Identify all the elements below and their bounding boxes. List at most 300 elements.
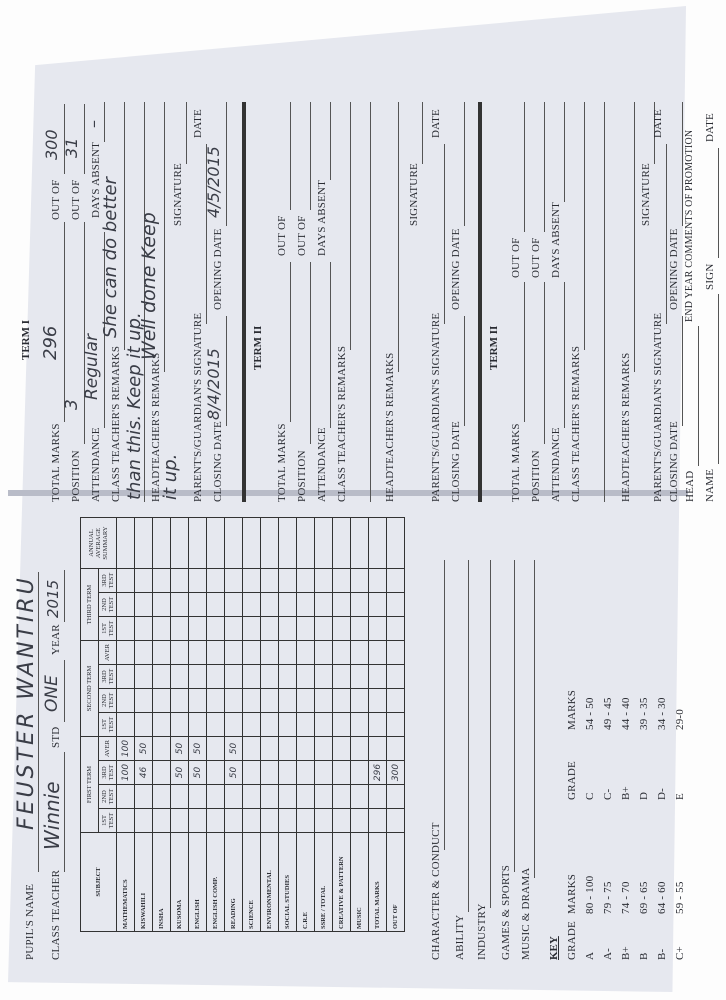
mark-cell xyxy=(225,689,243,713)
mark-cell xyxy=(243,569,261,593)
marks-table xyxy=(80,517,405,932)
term3-parent-sig-label: PARENT'S/GUARDIAN'S SIGNATURE xyxy=(652,312,664,502)
mark-cell xyxy=(261,785,279,809)
mark-cell xyxy=(387,593,405,617)
mark-cell xyxy=(369,617,387,641)
mark-cell xyxy=(171,785,189,809)
term1-teacher-remarks-value-1: She can do better xyxy=(100,177,121,338)
annual-cell xyxy=(243,518,261,569)
key-marks: 80 - 100 xyxy=(584,875,596,914)
mark-cell xyxy=(297,617,315,641)
mark-cell xyxy=(387,665,405,689)
mark-cell xyxy=(333,665,351,689)
term3-head-label: HEAD xyxy=(684,470,696,502)
mark-cell xyxy=(297,809,315,833)
mark-cell xyxy=(171,617,189,641)
term2-date-label: DATE xyxy=(430,109,442,138)
term1-days-absent-line xyxy=(104,102,105,142)
year-value: 2015 xyxy=(44,579,62,618)
mark-cell xyxy=(171,713,189,737)
term3-position-line xyxy=(544,282,545,444)
mark-cell xyxy=(297,641,315,665)
subject-name: INSHA xyxy=(153,833,171,932)
mark-cell xyxy=(153,617,171,641)
mark-cell xyxy=(243,785,261,809)
subject-name: SSRE / TOTAL xyxy=(315,833,333,932)
term1-divider xyxy=(242,102,246,502)
mark-cell xyxy=(243,809,261,833)
term2-days-absent-label: DAYS ABSENT xyxy=(316,179,328,256)
key-marks: 59 - 55 xyxy=(674,881,686,914)
term2-teacher-remarks-line-2 xyxy=(370,102,371,502)
first-term-3rd-test-mark: 50 xyxy=(171,761,189,785)
mark-cell xyxy=(297,785,315,809)
mark-cell xyxy=(279,809,297,833)
mark-cell xyxy=(171,569,189,593)
mark-cell xyxy=(117,593,135,617)
first-term-average-mark: 100 xyxy=(117,737,135,761)
term3-attendance-label: ATTENDANCE xyxy=(550,427,562,502)
term2-attendance-line xyxy=(330,262,331,428)
subject-name: READING xyxy=(225,833,243,932)
std-line xyxy=(64,660,65,722)
third-2nd-test-header: 2ND TEST xyxy=(99,593,117,617)
term3-head-remarks-label: HEADTEACHER'S REMARKS xyxy=(620,352,632,502)
first-3rd-test-header: 3RD TEST xyxy=(99,761,117,785)
class-teacher-line xyxy=(64,752,65,872)
term1-opening-line xyxy=(226,102,227,226)
term1-total-marks-line xyxy=(64,222,65,422)
first-term-average-mark: 50 xyxy=(171,737,189,761)
mark-cell xyxy=(315,785,333,809)
mark-cell xyxy=(117,809,135,833)
subject-name: ENGLISH xyxy=(189,833,207,932)
term1-parent-sig-label: PARENT'S/GUARDIAN'S SIGNATURE xyxy=(192,312,204,502)
annual-cell xyxy=(117,518,135,569)
key-marks: 79 - 75 xyxy=(602,881,614,914)
mark-cell xyxy=(387,689,405,713)
subject-name: SCIENCE xyxy=(243,833,261,932)
term2-total-marks-line xyxy=(290,262,291,422)
term2-closing-label: CLOSING DATE xyxy=(450,421,462,502)
term1-title: TERM I xyxy=(20,319,32,360)
mark-cell xyxy=(279,785,297,809)
mark-cell xyxy=(369,665,387,689)
games-line xyxy=(514,560,515,872)
first-term-header: FIRST TERM xyxy=(81,737,99,833)
term3-out-of-line xyxy=(524,102,525,232)
mark-cell xyxy=(153,641,171,665)
term2-position-label: POSITION xyxy=(296,450,308,502)
first-aver-header: AVER xyxy=(99,737,117,761)
mark-cell xyxy=(279,689,297,713)
mark-cell xyxy=(135,617,153,641)
key-marks: 64 - 60 xyxy=(656,881,668,914)
annual-cell xyxy=(351,518,369,569)
mark-cell xyxy=(135,665,153,689)
term3-total-marks-line xyxy=(524,282,525,422)
year-label: YEAR xyxy=(50,624,62,655)
mark-cell xyxy=(117,665,135,689)
class-teacher-value: Winnie xyxy=(40,781,64,850)
mark-cell xyxy=(351,641,369,665)
mark-cell xyxy=(171,593,189,617)
mark-cell xyxy=(207,665,225,689)
annual-cell xyxy=(387,518,405,569)
mark-cell xyxy=(279,569,297,593)
mark-cell xyxy=(279,713,297,737)
term1-head-remarks-value-1: Well done Keep xyxy=(138,212,160,360)
term1-out-of2-line xyxy=(84,104,85,174)
annual-cell xyxy=(171,518,189,569)
term1-out-of2-value: 31 xyxy=(62,137,81,158)
mark-cell xyxy=(369,641,387,665)
term3-teacher-remarks-line xyxy=(584,102,585,350)
term3-teacher-remarks-line-2 xyxy=(604,102,605,502)
term1-closing-label: CLOSING DATE xyxy=(212,421,224,502)
key-marks: 74 - 70 xyxy=(620,881,632,914)
annual-cell xyxy=(261,518,279,569)
mark-cell xyxy=(117,641,135,665)
mark-cell xyxy=(297,689,315,713)
table-header-row xyxy=(81,518,99,932)
first-term-3rd-test-mark: 50 xyxy=(189,761,207,785)
mark-cell xyxy=(243,713,261,737)
mark-cell xyxy=(207,593,225,617)
term1-days-absent-value: – xyxy=(84,120,103,128)
annual-cell xyxy=(135,518,153,569)
term1-position-line xyxy=(84,222,85,444)
mark-cell xyxy=(387,641,405,665)
key-grade: A xyxy=(584,951,596,960)
mark-cell xyxy=(189,689,207,713)
first-term-3rd-test-mark xyxy=(351,761,369,785)
term1-position-value: 3 xyxy=(62,399,82,410)
key-marks: 29-0 xyxy=(674,709,686,730)
term2-out-of-label: OUT OF xyxy=(276,215,288,256)
term2-position-line xyxy=(310,262,311,444)
table-row xyxy=(117,518,135,932)
mark-cell xyxy=(117,713,135,737)
mark-cell xyxy=(387,713,405,737)
std-value: ONE xyxy=(42,675,62,712)
first-term-average-mark xyxy=(369,737,387,761)
term3-date-label: DATE xyxy=(652,109,664,138)
first-term-3rd-test-mark xyxy=(207,761,225,785)
mark-cell xyxy=(207,641,225,665)
mark-cell xyxy=(189,809,207,833)
mark-cell xyxy=(351,785,369,809)
key-grade: E xyxy=(674,793,686,800)
mark-cell xyxy=(243,665,261,689)
table-row xyxy=(261,518,279,932)
annual-cell xyxy=(189,518,207,569)
term3-position-label: POSITION xyxy=(530,450,542,502)
mark-cell xyxy=(117,785,135,809)
term2-out-of2-line xyxy=(310,102,311,210)
term1-out-of2-label: OUT OF xyxy=(70,179,82,220)
annual-cell xyxy=(333,518,351,569)
ability-label: ABILITY xyxy=(454,914,466,960)
mark-cell xyxy=(351,617,369,641)
mark-cell xyxy=(171,665,189,689)
first-term-average-mark xyxy=(279,737,297,761)
term1-date-label: DATE xyxy=(192,109,204,138)
mark-cell xyxy=(369,689,387,713)
mark-cell xyxy=(225,569,243,593)
term2-title: TERM II xyxy=(252,325,264,370)
first-term-3rd-test-mark xyxy=(261,761,279,785)
key-marks: 44 - 40 xyxy=(620,697,632,730)
first-term-3rd-test-mark xyxy=(279,761,297,785)
key-grade: B+ xyxy=(620,946,632,960)
first-term-average-mark xyxy=(297,737,315,761)
third-3rd-test-header: 3RD TEST xyxy=(99,569,117,593)
term3-attendance-line xyxy=(564,282,565,428)
mark-cell xyxy=(333,617,351,641)
mark-cell xyxy=(225,593,243,617)
first-term-3rd-test-mark: 50 xyxy=(225,761,243,785)
annual-cell xyxy=(207,518,225,569)
mark-cell xyxy=(135,809,153,833)
mark-cell xyxy=(243,617,261,641)
table-row xyxy=(315,518,333,932)
term2-head-remarks-label: HEADTEACHER'S REMARKS xyxy=(384,352,396,502)
mark-cell xyxy=(189,713,207,737)
annual-cell xyxy=(279,518,297,569)
term3-days-absent-label: DAYS ABSENT xyxy=(550,201,562,278)
mark-cell xyxy=(387,785,405,809)
term2-opening-label: OPENING DATE xyxy=(450,228,462,310)
term1-signature-line xyxy=(186,102,187,164)
first-term-average-mark xyxy=(243,737,261,761)
mark-cell xyxy=(207,713,225,737)
term2-signature-line xyxy=(422,102,423,164)
mark-cell xyxy=(297,593,315,617)
term2-attendance-label: ATTENDANCE xyxy=(316,427,328,502)
term1-out-of-value: 300 xyxy=(42,129,61,160)
mark-cell xyxy=(315,641,333,665)
annual-cell xyxy=(297,518,315,569)
table-row xyxy=(225,518,243,932)
mark-cell xyxy=(225,785,243,809)
second-term-header: SECOND TERM xyxy=(81,641,99,737)
mark-cell xyxy=(225,713,243,737)
term3-out-of-label: OUT OF xyxy=(510,237,522,278)
table-row xyxy=(333,518,351,932)
mark-cell xyxy=(261,665,279,689)
key-grade: B+ xyxy=(620,786,632,800)
mark-cell xyxy=(261,593,279,617)
key-title: KEY xyxy=(548,936,560,960)
annual-average-header: ANNUAL AVERAGE SUMMARY xyxy=(81,518,117,569)
mark-cell xyxy=(369,785,387,809)
term1-total-marks-label: TOTAL MARKS xyxy=(50,423,62,502)
mark-cell xyxy=(153,785,171,809)
games-label: GAMES & SPORTS xyxy=(500,864,512,960)
first-term-average-mark: 50 xyxy=(135,737,153,761)
annual-cell xyxy=(153,518,171,569)
table-row xyxy=(279,518,297,932)
mark-cell xyxy=(333,785,351,809)
table-row xyxy=(153,518,171,932)
term2-head-remarks-line xyxy=(398,102,399,372)
mark-cell xyxy=(225,641,243,665)
mark-cell xyxy=(279,641,297,665)
mark-cell xyxy=(135,641,153,665)
term3-promotion-label: END YEAR COMMENTS OF PROMOTION xyxy=(684,129,695,322)
term3-sign-line xyxy=(718,148,719,258)
mark-cell xyxy=(189,593,207,617)
mark-cell xyxy=(135,785,153,809)
term2-teacher-remarks-label: CLASS TEACHER'S REMARKS xyxy=(336,345,348,502)
mark-cell xyxy=(189,785,207,809)
mark-cell xyxy=(135,689,153,713)
term1-closing-line xyxy=(226,316,227,426)
mark-cell xyxy=(369,569,387,593)
mark-cell xyxy=(189,617,207,641)
table-row xyxy=(189,518,207,932)
key-grade-header-2: GRADE xyxy=(566,761,578,800)
mark-cell xyxy=(261,569,279,593)
mark-cell xyxy=(117,569,135,593)
term3-opening-label: OPENING DATE xyxy=(668,228,680,310)
mark-cell xyxy=(153,713,171,737)
term1-days-absent-label: DAYS ABSENT xyxy=(90,141,102,218)
term2-parent-sig-label: PARENT'S/GUARDIAN'S SIGNATURE xyxy=(430,312,442,502)
mark-cell xyxy=(261,689,279,713)
first-term-3rd-test-mark xyxy=(243,761,261,785)
first-term-3rd-test-mark: 46 xyxy=(135,761,153,785)
mark-cell xyxy=(225,665,243,689)
term3-days-absent-line xyxy=(564,102,565,202)
first-term-average-mark xyxy=(315,737,333,761)
subject-name: ENGLISH COMP. xyxy=(207,833,225,932)
subject-name: MATHEMATICS xyxy=(117,833,135,932)
subject-name: KUSOMA xyxy=(171,833,189,932)
mark-cell xyxy=(117,617,135,641)
key-marks-header-2: MARKS xyxy=(566,689,578,730)
mark-cell xyxy=(153,689,171,713)
term3-sign-label: SIGN xyxy=(704,263,716,290)
second-aver-header: AVER xyxy=(99,641,117,665)
first-term-average-mark xyxy=(261,737,279,761)
key-grade: C xyxy=(584,792,596,800)
first-term-3rd-test-mark xyxy=(315,761,333,785)
subject-header: SUBJECT xyxy=(81,833,117,932)
term1-attendance-value: Regular xyxy=(82,334,102,400)
mark-cell xyxy=(387,569,405,593)
mark-cell xyxy=(351,689,369,713)
mark-cell xyxy=(171,809,189,833)
second-1st-test-header: 1ST TEST xyxy=(99,713,117,737)
term3-closing-line xyxy=(682,316,683,426)
mark-cell xyxy=(369,809,387,833)
term3-out-of2-line xyxy=(544,102,545,232)
second-3rd-test-header: 3RD TEST xyxy=(99,665,117,689)
mark-cell xyxy=(261,809,279,833)
term2-out-of2-label: OUT OF xyxy=(296,215,308,256)
class-teacher-label: CLASS TEACHER xyxy=(50,869,62,960)
term3-teacher-remarks-label: CLASS TEACHER'S REMARKS xyxy=(570,345,582,502)
subject-name: OUT OF xyxy=(387,833,405,932)
first-term-average-mark: 50 xyxy=(225,737,243,761)
mark-cell xyxy=(279,593,297,617)
term3-date2-label: DATE xyxy=(704,113,716,142)
mark-cell xyxy=(189,641,207,665)
subject-name: C.R.E xyxy=(297,833,315,932)
mark-cell xyxy=(171,689,189,713)
key-grade: B- xyxy=(656,948,668,960)
table-row xyxy=(207,518,225,932)
term2-days-absent-line xyxy=(330,102,331,180)
mark-cell xyxy=(171,641,189,665)
key-marks: 69 - 65 xyxy=(638,881,650,914)
term1-teacher-remarks-value-2: than this. Keep it up. xyxy=(124,312,145,500)
mark-cell xyxy=(279,665,297,689)
mark-cell xyxy=(189,569,207,593)
mark-cell xyxy=(279,617,297,641)
term3-head-line xyxy=(698,326,699,466)
table-row xyxy=(171,518,189,932)
mark-cell xyxy=(315,617,333,641)
term1-teacher-remarks-label: CLASS TEACHER'S REMARKS xyxy=(110,345,122,502)
term3-closing-label: CLOSING DATE xyxy=(668,421,680,502)
first-term-3rd-test-mark: 296 xyxy=(369,761,387,785)
mark-cell xyxy=(333,569,351,593)
table-row xyxy=(387,518,405,932)
mark-cell xyxy=(333,641,351,665)
subject-name: SOCIAL STUDIES xyxy=(279,833,297,932)
mark-cell xyxy=(243,641,261,665)
term1-opening-label: OPENING DATE xyxy=(212,228,224,310)
key-marks: 54 - 50 xyxy=(584,697,596,730)
mark-cell xyxy=(153,593,171,617)
industry-line xyxy=(490,560,491,908)
subject-name: ENVIRONMENTAL xyxy=(261,833,279,932)
mark-cell xyxy=(333,593,351,617)
industry-label: INDUSTRY xyxy=(476,903,488,960)
term1-head-remarks-value-2: it up. xyxy=(160,453,181,500)
first-term-3rd-test-mark xyxy=(333,761,351,785)
term3-signature-label: SIGNATURE xyxy=(640,163,652,226)
term3-name-line xyxy=(718,294,719,464)
mark-cell xyxy=(351,809,369,833)
music-line xyxy=(534,560,535,878)
mark-cell xyxy=(207,617,225,641)
annual-cell xyxy=(369,518,387,569)
ability-line xyxy=(468,560,469,912)
annual-cell xyxy=(225,518,243,569)
first-term-3rd-test-mark xyxy=(153,761,171,785)
key-grade: D- xyxy=(656,787,668,800)
term2-out-of-line xyxy=(290,102,291,210)
conduct-line xyxy=(444,560,445,850)
first-term-3rd-test-mark: 300 xyxy=(387,761,405,785)
first-term-3rd-test-mark: 100 xyxy=(117,761,135,785)
table-row xyxy=(351,518,369,932)
mark-cell xyxy=(135,569,153,593)
mark-cell xyxy=(135,713,153,737)
mark-cell xyxy=(315,809,333,833)
third-term-header: THIRD TERM xyxy=(81,569,99,641)
key-marks: 49 - 45 xyxy=(602,697,614,730)
key-grade-header-1: GRADE xyxy=(566,921,578,960)
table-row xyxy=(243,518,261,932)
mark-cell xyxy=(297,713,315,737)
first-term-average-mark xyxy=(333,737,351,761)
mark-cell xyxy=(207,809,225,833)
